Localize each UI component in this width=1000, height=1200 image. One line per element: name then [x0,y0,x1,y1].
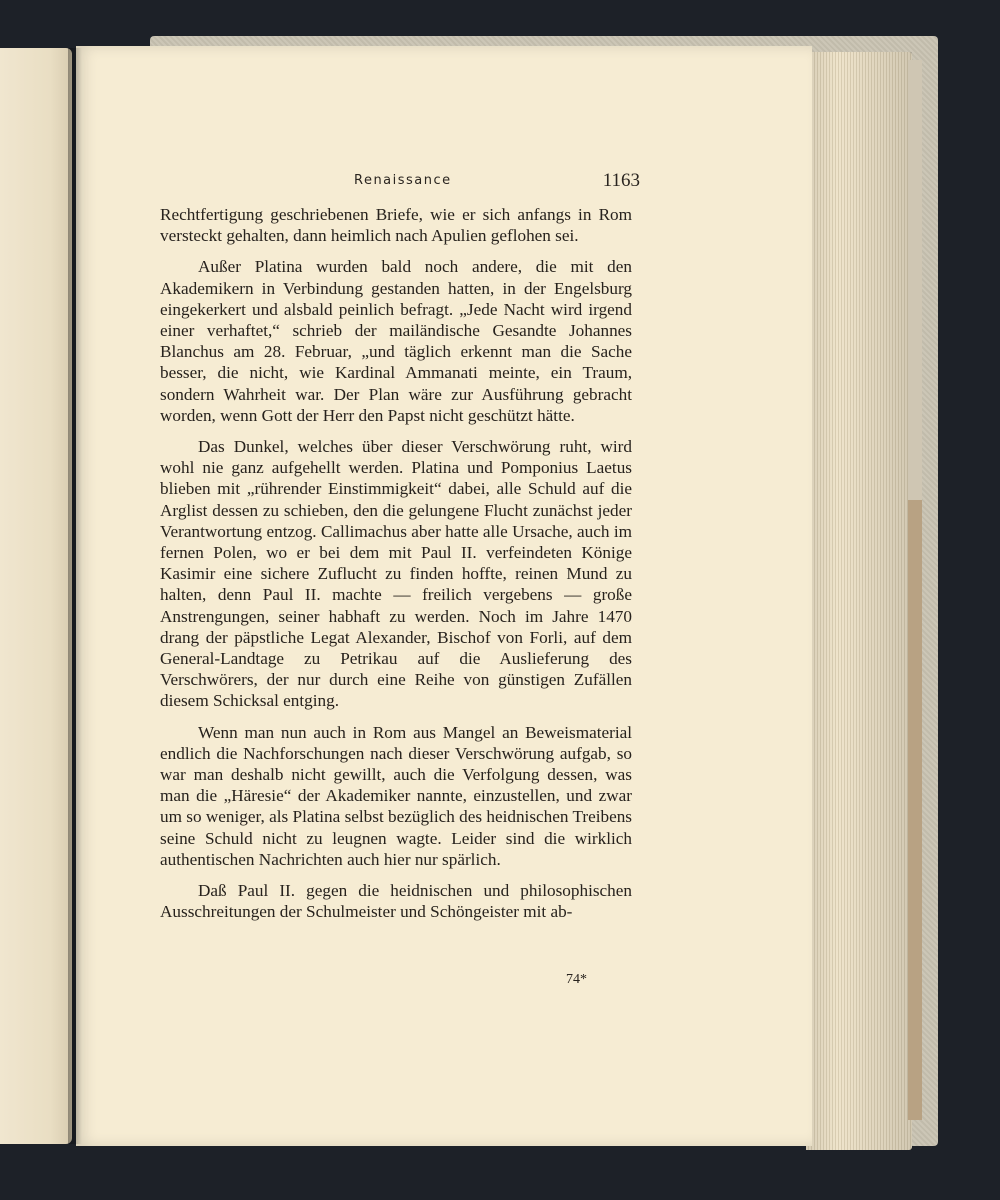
cover-spine-strip [908,60,922,500]
gutter-shadow [68,48,82,1144]
page-header [160,170,640,200]
signature-mark: 74* [566,972,587,987]
cover-spine-strip-lower [908,500,922,1120]
page-number: 1163 [602,170,640,191]
left-page-edge [0,48,72,1144]
running-head: Renaissance [354,173,452,188]
paragraph: Rechtfertigung geschriebenen Briefe, wie er sich anfangs in Rom versteckt gehalten, dann heimlich nach Apulien geflohen sei. [160,205,632,246]
paragraph: Daß Paul II. gegen die heidnischen und philosophischen Ausschreitungen der Schulmeister und Schöngeister mit ab- [160,881,632,922]
page-edges-shadow [806,52,912,1150]
body-text [160,204,632,933]
paragraph: Das Dunkel, welches über dieser Verschwörung ruht, wird wohl nie ganz aufgehellt werden. Platina und Pomponius Laetus blieben mit „rührender Einstimmigkeit“ dabei, alle Schuld auf die Arglist dessen zu schieben, den die gelungene Flucht zunächst jeder Verantwortung entzog. Callimachus aber hatte alle Ursache, auch im fernen Polen, wo er bei dem mit Paul II. verfeindeten Könige Kasimir eine sichere Zuflucht zu finden hoffte, reinen Mund zu halten, denn Paul II. machte — freilich vergebens — große Anstrengungen, seiner habhaft zu werden. Noch im Jahre 1470 drang der päpstliche Legat Alexander, Bischof von Forli, auf dem General-Landtage zu Petrikau auf die Auslieferung des Verschwörers, der nur durch eine Reihe von günstigen Zufällen diesem Schicksal entging. [160,437,632,711]
paragraph: Außer Platina wurden bald noch andere, die mit den Akademikern in Verbindung gestanden hatten, in der Engelsburg eingekerkert und alsbald peinlich befragt. „Jede Nacht wird irgend einer verhaftet,“ schrieb der mailändische Gesandte Johannes Blanchus am 28. Februar, „und täglich erkennt man die Sache besser, die nicht, wie Kardinal Ammanati meinte, ein Traum, sondern Wahrheit war. Der Plan wäre zur Ausführung gebracht worden, wenn Gott der Herr den Papst nicht geschützt hätte. [160,257,632,425]
paragraph: Wenn man nun auch in Rom aus Mangel an Beweismaterial endlich die Nachforschungen nach dieser Verschwörung aufgab, so war man deshalb nicht gewillt, auch die Verfolgung dessen, was man die „Häresie“ der Akademiker nannte, einzustellen, und zwar um so weniger, als Platina selbst bezüglich des heidnischen Treibens seine Schuld nicht zu leugnen wagte. Leider sind die wirklich authentischen Nachrichten auch hier nur spärlich. [160,722,632,869]
